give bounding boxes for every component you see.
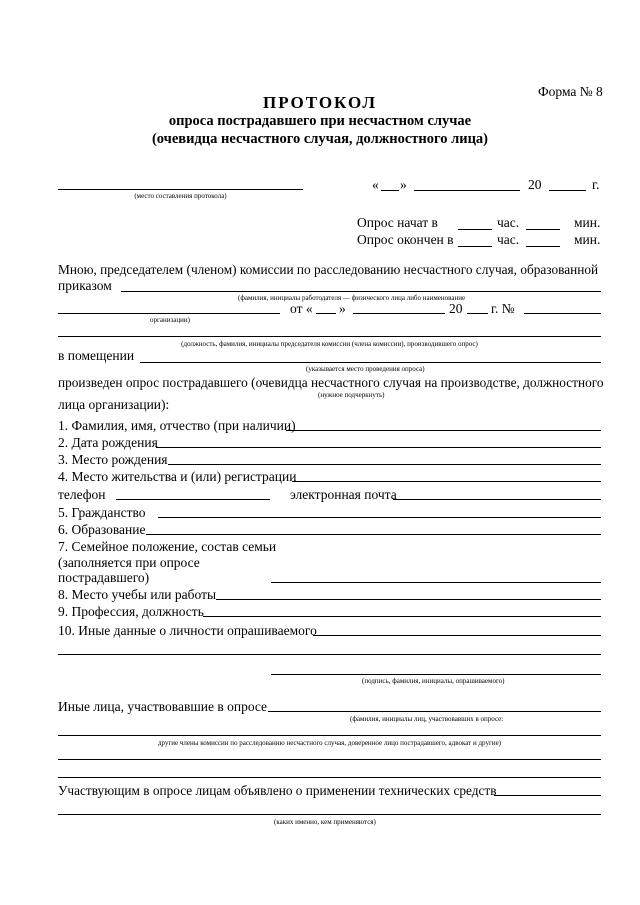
field-label-birth-date: 2. Дата рождения: [58, 435, 158, 450]
organization-caption: организации): [150, 316, 190, 324]
official-caption: (должность, фамилия, инициалы председателя комиссии (члена комиссии), производившего опрос): [181, 340, 478, 348]
residence-field[interactable]: [292, 481, 601, 482]
start-label: Опрос начат в: [357, 215, 438, 230]
room-label: в помещении: [58, 348, 135, 363]
start-min-label: мин.: [574, 215, 601, 230]
field-label-other-data: 10. Иные данные о личности опрашиваемого: [58, 623, 317, 638]
date-year-field[interactable]: [549, 190, 586, 191]
email-field[interactable]: [393, 499, 601, 500]
field-label-profession: 9. Профессия, должность: [58, 604, 204, 619]
field-label-workplace: 8. Место учебы или работы: [58, 587, 217, 602]
family-field[interactable]: [271, 582, 601, 583]
end-hour-label: час.: [497, 232, 520, 247]
signature-caption: (подпись, фамилия, инициалы, опрашиваемого): [362, 677, 505, 685]
official-field[interactable]: [58, 336, 601, 337]
phone-field[interactable]: [116, 499, 270, 500]
conducted-line-1: произведен опрос пострадавшего (очевидца несчастного случая на производстве, должностного: [58, 375, 604, 390]
intro-order-label: приказом: [58, 278, 112, 293]
end-min-label: мин.: [574, 232, 601, 247]
others-field[interactable]: [268, 711, 601, 712]
birth-place-field[interactable]: [168, 464, 601, 465]
conducted-line-2: лица организации):: [58, 397, 170, 412]
field-label-family-1: 7. Семейное положение, состав семьи: [58, 539, 277, 554]
date-day-field[interactable]: [381, 190, 399, 191]
underline-caption: (нужное подчеркнуть): [318, 391, 385, 399]
subtitle-line-2: (очевидца несчастного случая, должностного лица): [151, 131, 489, 147]
order-year-prefix: 20: [449, 301, 463, 316]
field-label-residence: 4. Место жительства и (или) регистрации: [58, 469, 297, 484]
citizenship-field[interactable]: [158, 517, 601, 518]
tech-field-2[interactable]: [58, 814, 601, 815]
field-label-birth-place: 3. Место рождения: [58, 452, 168, 467]
place-field[interactable]: [58, 189, 303, 190]
order-year-field[interactable]: [467, 313, 488, 314]
date-year-suffix: г.: [592, 177, 600, 192]
order-quote-close: »: [339, 301, 346, 316]
page-title: ПРОТОКОЛ: [262, 93, 377, 112]
others-label: Иные лица, участвовавшие в опросе: [58, 699, 268, 714]
date-quote-open: «: [372, 177, 379, 192]
end-label: Опрос окончен в: [357, 232, 454, 247]
other-data-field[interactable]: [313, 635, 601, 636]
subtitle-line-1: опроса пострадавшего при несчастном случае: [168, 113, 472, 129]
tech-field[interactable]: [494, 795, 601, 796]
room-caption: (указывается место проведения опроса): [306, 365, 425, 373]
others-field-4[interactable]: [58, 777, 601, 778]
start-hour-label: час.: [497, 215, 520, 230]
profession-field[interactable]: [203, 616, 601, 617]
intro-line-1: Мною, председателем (членом) комиссии по расследованию несчастного случая, образованной: [58, 262, 599, 277]
start-hour-field[interactable]: [458, 229, 492, 230]
employer-field[interactable]: [121, 291, 601, 292]
order-day-field[interactable]: [316, 313, 336, 314]
field-label-citizenship: 5. Гражданство: [58, 505, 146, 520]
field-label-phone: телефон: [58, 487, 106, 502]
field-label-education: 6. Образование: [58, 522, 146, 537]
date-month-field[interactable]: [414, 190, 520, 191]
end-hour-field[interactable]: [458, 246, 492, 247]
field-label-email: электронная почта: [290, 487, 397, 502]
workplace-field[interactable]: [216, 599, 601, 600]
room-field[interactable]: [140, 362, 601, 363]
others-caption-1: (фамилия, инициалы лиц, участвовавших в опросе:: [350, 715, 504, 723]
order-from-label: от «: [290, 301, 313, 316]
organization-field[interactable]: [58, 313, 280, 314]
tech-caption: (каких именно, кем применяются): [274, 818, 376, 826]
order-number-field[interactable]: [524, 313, 601, 314]
others-field-2[interactable]: [58, 735, 601, 736]
date-quote-close: »: [400, 177, 407, 192]
full-name-field[interactable]: [286, 430, 601, 431]
end-min-field[interactable]: [526, 246, 560, 247]
date-year-prefix: 20: [528, 177, 542, 192]
others-caption-2: другие члены комиссии по расследованию несчастного случая, доверенное лицо пострадавшего, адвокат и другие): [157, 739, 502, 747]
education-field[interactable]: [146, 534, 601, 535]
place-caption: (место составления протокола): [134, 192, 227, 200]
other-data-field-2[interactable]: [58, 654, 601, 655]
start-min-field[interactable]: [526, 229, 560, 230]
tech-label: Участвующим в опросе лицам объявлено о применении технических средств: [58, 783, 497, 798]
field-label-family-2: (заполняется при опросе: [58, 555, 200, 570]
order-month-field[interactable]: [353, 313, 445, 314]
birth-date-field[interactable]: [156, 447, 601, 448]
field-label-full-name: 1. Фамилия, имя, отчество (при наличии): [58, 418, 296, 433]
others-field-3[interactable]: [58, 759, 601, 760]
employer-caption: (фамилия, инициалы работодателя — физического лица либо наименование: [238, 294, 466, 302]
field-label-family-3: пострадавшего): [58, 570, 150, 585]
form-number: Форма № 8: [538, 84, 603, 99]
order-number-label: г. №: [491, 301, 515, 316]
signature-field[interactable]: [271, 674, 601, 675]
